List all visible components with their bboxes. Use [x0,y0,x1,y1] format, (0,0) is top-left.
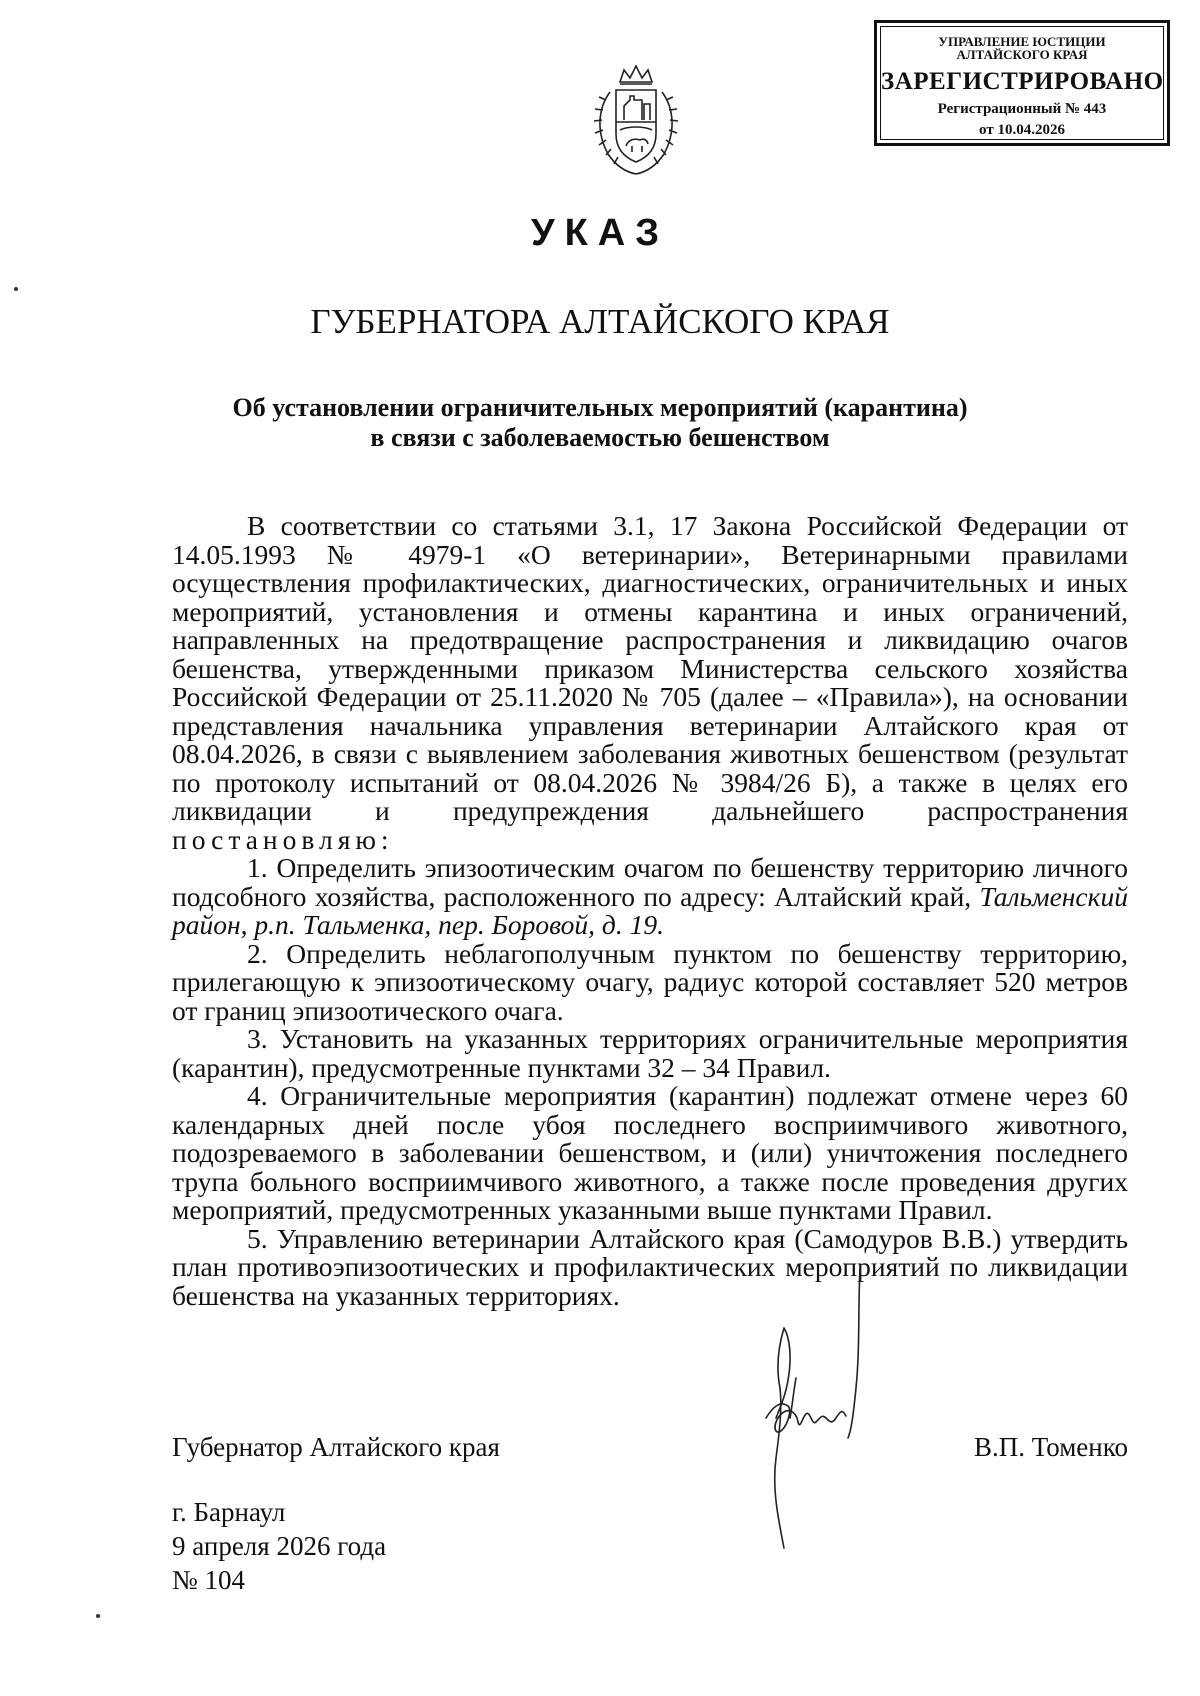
document-subject-line1: Об установлении ограничительных мероприятий (карантина) [232,393,968,422]
place-date-block [172,1495,386,1597]
altai-krai-coat-of-arms-icon [580,60,692,180]
document-subject [0,393,1200,453]
decree-word: постановляю: [172,823,394,855]
stamp-registered-title: ЗАРЕГИСТРИРОВАНО [881,68,1164,95]
decree-item-1-text: 1. Определить эпизоотическим очагом по бешенству территорию личного подсобного хозяйства, расположенного по адресу: Алтайский край, [172,852,1128,912]
decree-item-1-address: Тальменский район, р.п. Тальменка, пер. Боровой, д. 19. [172,880,1128,940]
registration-stamp [874,20,1170,146]
stamp-reg-date: от 10.04.2026 [979,122,1065,138]
decree-item-1 [172,854,1128,940]
preamble-paragraph [172,512,1128,854]
document-type-title: УКАЗ [530,212,670,254]
registration-stamp-frame [880,26,1164,140]
stamp-authority-line1: УПРАВЛЕНИЕ ЮСТИЦИИ [938,34,1106,49]
scan-speck [14,287,18,291]
document-subject-line2: в связи с заболеваемостью бешенством [370,423,830,452]
decree-item-4: 4. Ограничительные мероприятия (карантин) подлежат отмене через 60 календарных дней после убоя последнего восприимчивого животного, подозреваемого в заболевании бешенством, и (или) уничтожения последнего трупа больного восприимчивого животного, а также после проведения других мероприятий, предусмотренных указанными выше пунктами Правил. [172,1080,1128,1225]
scan-speck [96,1614,100,1618]
document-body [172,512,1128,1310]
preamble-text: В соответствии со статьями 3.1, 17 Закона Российской Федерации от 14.05.1993 № 4979-1 «О ветеринарии», Ветеринарными правилами осуществления профилактических, диагностических, ограничительных и иных мероприятий, установления и отмены карантина и иных ограничений, направленных на предотвращение распространения и ликвидацию очагов бешенства, утвержденными приказом Министерства сельского хозяйства Российской Федерации от 25.11.2020 № 705 (далее – «Правила»), на основании представления начальника управления ветеринарии Алтайского края от 08.04.2026, в связи с выявлением заболевания животных бешенством (результат по протоколу испытаний от 08.04.2026 № 3984/26 Б), а также в целях его ликвидации и предупреждения дальнейшего распространения [172,510,1128,826]
decree-item-5: 5. Управлению ветеринарии Алтайского края (Самодуров В.В.) утвердить план противоэпизоотических и профилактических мероприятий по ликвидации бешенства на указанных территориях. [172,1222,1128,1311]
document-date: 9 апреля 2026 года [172,1531,387,1561]
decree-item-2: 2. Определить неблагополучным пунктом по бешенству территорию, прилегающую к эпизоотическому очагу, радиус которой составляет 520 метров от границ эпизоотического очага. [172,937,1128,1026]
document-city: г. Барнаул [172,1497,286,1527]
decree-item-3: 3. Установить на указанных территориях ограничительные мероприятия (карантин), предусмотренные пунктами 32 – 34 Правил. [172,1023,1128,1083]
document-issuer: ГУБЕРНАТОРА АЛТАЙСКОГО КРАЯ [310,302,890,341]
signatory-name: В.П. Томенко [974,1432,1128,1462]
signatory-position: Губернатор Алтайского края [172,1432,500,1462]
handwritten-signature [736,1268,866,1558]
stamp-reg-number: Регистрационный № 443 [937,101,1107,117]
document-number: № 104 [172,1565,246,1595]
stamp-authority-line2: АЛТАЙСКОГО КРАЯ [956,47,1088,62]
